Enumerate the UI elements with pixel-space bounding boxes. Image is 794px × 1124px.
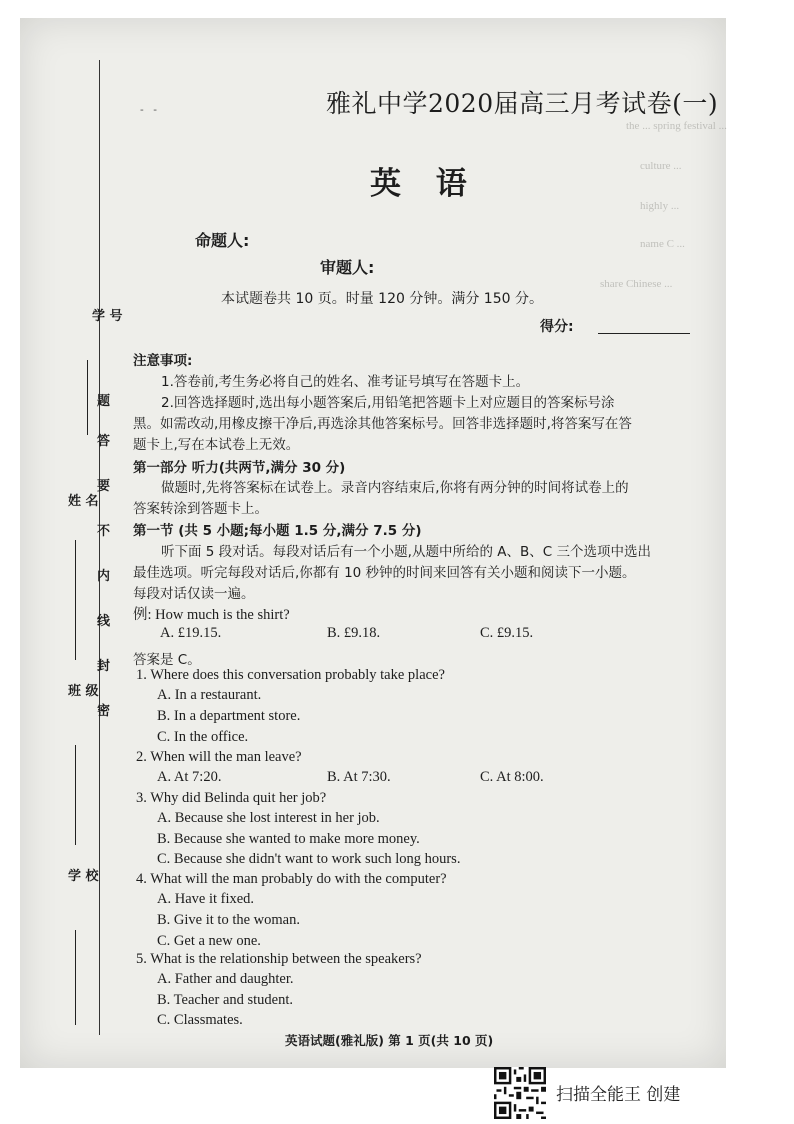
notice-item: 题卡上,写在本试卷上无效。: [133, 437, 300, 453]
q5-option-c[interactable]: C. Classmates.: [157, 1012, 243, 1028]
example-question: 例: How much is the shirt?: [133, 607, 290, 623]
q4-option-b[interactable]: B. Give it to the woman.: [157, 912, 300, 928]
section1-instruction: 每段对话仅读一遍。: [133, 586, 255, 602]
q3-option-a[interactable]: A. Because she lost interest in her job.: [157, 810, 380, 826]
setter-label: 命题人:: [195, 231, 250, 250]
scanner-brand: 扫描全能王 创建: [556, 1085, 681, 1105]
notice-item: 2.回答选择题时,选出每小题答案后,用铅笔把答题卡上对应题目的答案标号涂: [161, 395, 615, 411]
part1-instruction: 做题时,先将答案标在试卷上。录音内容结束后,你将有两分钟的时间将试卷上的: [161, 480, 629, 496]
q2-option-b[interactable]: B. At 7:30.: [327, 769, 391, 785]
q4-option-a[interactable]: A. Have it fixed.: [157, 891, 255, 907]
question-4: 4. What will the man probably do with the computer?: [136, 871, 447, 887]
reviewer-label: 审题人:: [320, 258, 375, 277]
q1-option-c[interactable]: C. In the office.: [157, 729, 249, 745]
question-2: 2. When will the man leave?: [136, 749, 302, 765]
q3-option-b[interactable]: B. Because she wanted to make more money.: [157, 831, 420, 847]
q3-option-c[interactable]: C. Because she didn't want to work such long hours.: [157, 851, 461, 867]
school-blank[interactable]: [75, 930, 76, 1025]
margin-warning-char: 内: [97, 569, 111, 584]
class-blank[interactable]: [75, 745, 76, 845]
q5-option-b[interactable]: B. Teacher and student.: [157, 992, 294, 1008]
margin-warning-char: 封: [97, 659, 111, 674]
bleed-through-text: highly ...: [640, 200, 680, 212]
bleed-through-text: the ... spring festival ...: [626, 120, 727, 132]
example-answer: 答案是 C。: [133, 652, 201, 668]
question-5: 5. What is the relationship between the speakers?: [136, 951, 422, 967]
part1-instruction: 答案转涂到答题卡上。: [133, 501, 268, 517]
page-footer: 英语试题(雅礼版) 第 1 页(共 10 页): [285, 1033, 494, 1048]
score-blank[interactable]: [598, 333, 690, 334]
q2-option-a[interactable]: A. At 7:20.: [157, 769, 222, 785]
section1-instruction: 听下面 5 段对话。每段对话后有一个小题,从题中所给的 A、B、C 三个选项中选出: [161, 544, 651, 560]
margin-field-label: 学 校: [68, 869, 99, 884]
margin-warning-char: 要: [97, 479, 111, 494]
bleed-through-text: share Chinese ...: [600, 278, 673, 290]
margin-field-label: 姓 名: [68, 494, 99, 509]
student-number-blank[interactable]: [87, 360, 88, 435]
margin-warning-char: 密: [97, 704, 111, 719]
margin-field-label: 学 号: [92, 309, 123, 324]
name-blank[interactable]: [75, 540, 76, 660]
section1-heading: 第一节 (共 5 小题;每小题 1.5 分,满分 7.5 分): [133, 523, 422, 539]
title-dash-mark: - -: [140, 103, 160, 116]
margin-warning-char: 答: [97, 434, 111, 449]
q4-option-c[interactable]: C. Get a new one.: [157, 933, 261, 949]
section1-instruction: 最佳选项。听完每段对话后,你都有 10 秒钟的时间来回答有关小题和阅读下一小题。: [133, 565, 636, 581]
margin-warning-char: 线: [97, 614, 111, 629]
exam-info: 本试题卷共 10 页。时量 120 分钟。满分 150 分。: [221, 291, 543, 307]
q1-option-a[interactable]: A. In a restaurant.: [157, 687, 262, 703]
q1-option-b[interactable]: B. In a department store.: [157, 708, 301, 724]
q2-option-c[interactable]: C. At 8:00.: [480, 769, 544, 785]
subject-title: 英 语: [370, 166, 479, 202]
question-3: 3. Why did Belinda quit her job?: [136, 790, 327, 806]
score-label: 得分:: [540, 319, 574, 335]
margin-warning-char: 不: [97, 524, 111, 539]
question-1: 1. Where does this conversation probably take place?: [136, 667, 445, 683]
example-option-a: A. £19.15.: [160, 625, 222, 641]
example-option-b: B. £9.18.: [327, 625, 381, 641]
exam-title: 雅礼中学2020届高三月考试卷(一): [326, 89, 719, 118]
margin-warning-char: 题: [97, 394, 111, 409]
notice-item: 1.答卷前,考生务必将自己的姓名、准考证号填写在答题卡上。: [161, 374, 530, 390]
notice-item: 黑。如需改动,用橡皮擦干净后,再选涂其他答案标号。回答非选择题时,将答案写在答: [133, 416, 632, 432]
example-option-c: C. £9.15.: [480, 625, 534, 641]
q5-option-a[interactable]: A. Father and daughter.: [157, 971, 294, 987]
qr-code-icon: [494, 1067, 546, 1119]
binding-margin-line: [99, 60, 100, 1035]
notice-heading: 注意事项:: [133, 353, 193, 369]
part1-heading: 第一部分 听力(共两节,满分 30 分): [133, 460, 346, 476]
margin-field-label: 班 级: [68, 684, 99, 699]
bleed-through-text: culture ...: [640, 160, 682, 172]
bleed-through-text: name C ...: [640, 238, 685, 250]
